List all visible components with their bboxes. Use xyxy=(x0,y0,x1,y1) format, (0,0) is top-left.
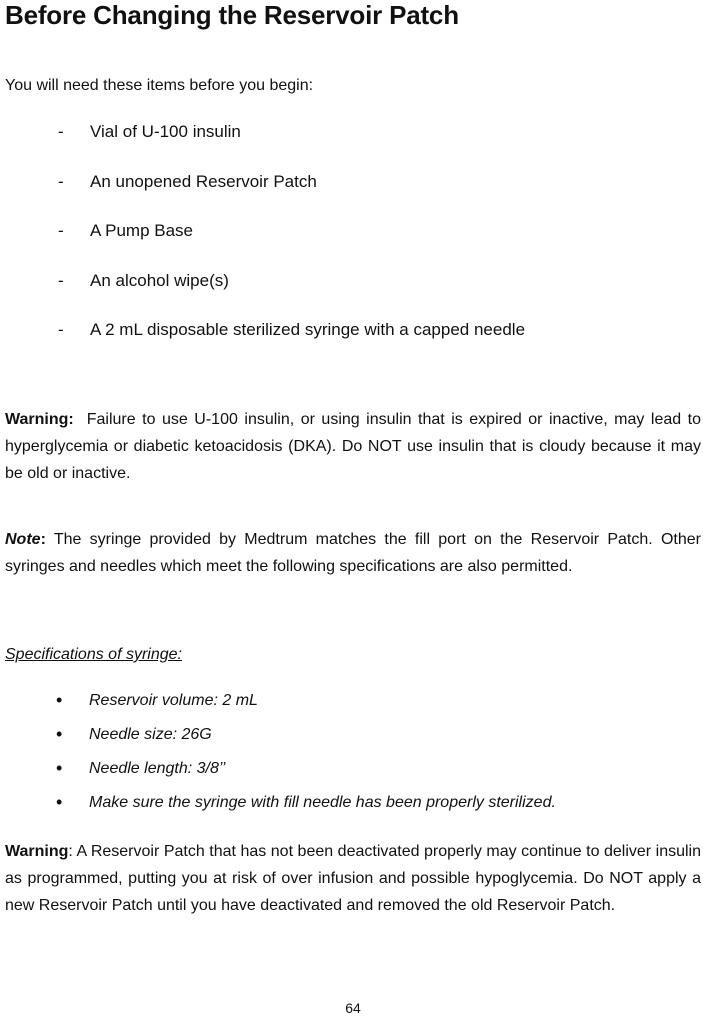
list-item-text: Vial of U-100 insulin xyxy=(90,122,241,141)
warning-paragraph-insulin xyxy=(5,406,701,487)
list-item xyxy=(5,320,701,370)
warning-colon: : xyxy=(68,843,73,860)
warning-paragraph-deactivation xyxy=(5,838,701,919)
list-item xyxy=(5,794,701,828)
dash-marker: - xyxy=(58,270,64,290)
list-item xyxy=(5,122,701,172)
list-item-text: An alcohol wipe(s) xyxy=(90,270,229,290)
list-item xyxy=(5,271,701,321)
intro-text: You will need these items before you begin: xyxy=(5,77,314,94)
bullet-icon: • xyxy=(56,690,63,710)
dash-marker: - xyxy=(58,320,64,339)
warning-label: Warning: xyxy=(5,411,74,428)
list-item xyxy=(5,692,701,726)
spec-text: Make sure the syringe with fill needle has been properly sterilized. xyxy=(89,794,556,811)
list-item-text: An unopened Reservoir Patch xyxy=(90,171,317,191)
list-item-text: A Pump Base xyxy=(90,221,194,240)
list-item xyxy=(5,726,701,760)
warning-text: Failure to use U-100 insulin, or using insulin that is expired or inactive, may lead to hyperglycemia or diabetic ketoacidosis (DKA). Do NOT use insulin that is cloudy because it may be old or inactive. xyxy=(5,411,702,482)
list-item xyxy=(5,172,701,222)
bullet-icon: • xyxy=(56,724,63,744)
note-text: The syringe provided by Medtrum matches the fill port on the Reservoir Patch. Other syringes and needles which meet the following specifications are also permitted. xyxy=(5,531,701,575)
spec-text: Needle size: 26G xyxy=(89,726,212,743)
page-title: Before Changing the Reservoir Patch xyxy=(5,0,459,30)
warning-text: A Reservoir Patch that has not been deactivated properly may continue to deliver insulin as programmed, putting you at risk of over infusion and possible hypoglycemia. Do NOT apply a new Reservoir Patch until you have deactivated and removed the old Reservoir Patch. xyxy=(5,843,702,914)
dash-marker: - xyxy=(58,171,64,191)
specifications-heading: Specifications of syringe: xyxy=(5,646,182,663)
list-item xyxy=(5,760,701,794)
bullet-icon: • xyxy=(56,758,63,778)
required-items-list xyxy=(5,122,701,370)
dash-marker: - xyxy=(58,221,64,240)
list-item-text: A 2 mL disposable sterilized syringe with a capped needle xyxy=(90,320,526,339)
spec-text: Reservoir volume: 2 mL xyxy=(89,692,258,709)
note-paragraph xyxy=(5,526,701,580)
spec-text: Needle length: 3/8’’ xyxy=(89,760,226,777)
note-label: Note xyxy=(5,531,41,548)
dash-marker: - xyxy=(58,122,64,141)
syringe-specifications-list xyxy=(5,692,701,828)
page-number: 64 xyxy=(345,1000,361,1016)
warning-label: Warning xyxy=(5,843,69,860)
note-colon: : xyxy=(40,531,46,548)
list-item xyxy=(5,221,701,271)
bullet-icon: • xyxy=(56,792,63,812)
